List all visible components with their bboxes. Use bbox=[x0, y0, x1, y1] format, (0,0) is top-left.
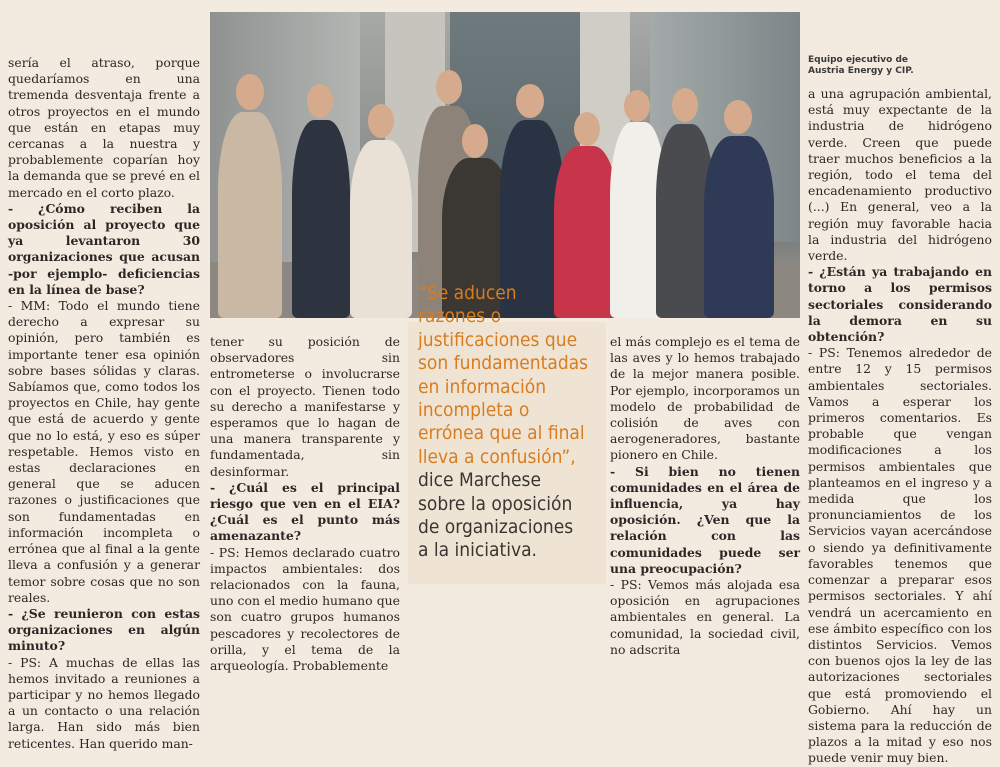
caption-line: Equipo ejecutivo de bbox=[808, 55, 908, 65]
paragraph: - PS: Vemos más alojada esa oposición en agrupaciones ambientales en general. La comunidad, la sociedad civil, no adscrita bbox=[610, 577, 800, 657]
article-column-2 bbox=[210, 334, 400, 674]
pullquote-line: razones o bbox=[418, 305, 502, 328]
pullquote-attribution-line: de organizaciones bbox=[418, 516, 574, 539]
paragraph: el más complejo es el tema de las aves y lo hemos trabajado de la mejor manera posible. Por ejemplo, incorporamos un modelo de probabilidad de colisión de aves con aerogeneradores, bastante pionero en Chile. bbox=[610, 334, 800, 463]
pullquote-line: lleva a confusión”, bbox=[418, 445, 576, 468]
pullquote-attribution-line: dice Marchese bbox=[418, 469, 541, 492]
person-8-head bbox=[624, 90, 650, 122]
paragraph: sería el atraso, porque quedaríamos en una tremenda desventaja frente a otros proyectos en el mundo que están en etapas muy cercanas a la nuestra y probablemente coparían hoy la demanda que se prevé en el mercado en el corto plazo. bbox=[8, 55, 200, 200]
pullquote-line: incompleta o bbox=[418, 399, 530, 422]
article-column-1 bbox=[8, 55, 200, 752]
paragraph: a una agrupación ambiental, está muy expectante de la industria de hidrógeno verde. Creen que puede traer muchos beneficios a la región, todo el tema del encadenamiento productivo (...) En general, veo a la región muy favorable hacia la industria del hidrógeno verde. bbox=[808, 86, 992, 264]
person-10-head bbox=[724, 100, 752, 134]
team-photo bbox=[210, 12, 800, 318]
pullquote-line: errónea que al final bbox=[418, 422, 585, 445]
caption-line: Austria Energy y CIP. bbox=[808, 66, 914, 76]
paragraph: - MM: Todo el mundo tiene derecho a expresar su opinión, pero también es importante tener esa opinión sobre bases sólidas y claras. Sabíamos que, como todos los proyectos en Chile, hay gente que está de acuerdo y gente que no lo está, y eso es súper respetable. Hemos visto en estas declaraciones en general que se aducen razones o justificaciones que son fundamentadas en información incompleta o errónea que al final a la gente lleva a confusión y a generar temor sobre cosas que no son reales. bbox=[8, 298, 200, 605]
paragraph: - PS: Hemos declarado cuatro impactos ambientales: dos relacionados con la fauna, uno con el medio humano que son cuatro grupos humanos pescadores y recolectores de orilla, y el tema de la arqueología. Probablemente bbox=[210, 544, 400, 674]
person-4-head bbox=[436, 70, 462, 104]
pullquote-line: justificaciones que bbox=[418, 328, 578, 351]
person-1-head bbox=[236, 74, 264, 110]
article-column-4 bbox=[808, 86, 992, 767]
interview-question: - ¿Están ya trabajando en torno a los permisos sectoriales considerando la demora en su obtención? bbox=[808, 264, 992, 345]
pullquote-line: en información bbox=[418, 375, 547, 398]
interview-question: - ¿Se reunieron con estas organizaciones en algún minuto? bbox=[8, 605, 200, 654]
person-2 bbox=[292, 120, 350, 318]
person-3 bbox=[350, 140, 412, 318]
paragraph: - PS: Tenemos alrededor de entre 12 y 15 permisos ambientales sectoriales. Vamos a esperar los primeros comentarios. Es probable que vengan modificaciones a los permisos ambientales que planteamos en el ingreso y a medida que los pronunciamientos de los Servicios vayan acercándose o siendo ya definitivamente favorables tenemos que comenzar a preparar esos permisos sectoriales. Y ahí vendrá un acercamiento en ese ámbito específico con los distintos Servicios. Vemos con buenos ojos la ley de las autorizaciones sectoriales que está promoviendo el Gobierno. Ahí hay un sistema para la reducción de plazos a la mitad y eso nos puede venir muy bien. bbox=[808, 345, 992, 766]
person-3-head bbox=[368, 104, 394, 138]
person-10 bbox=[704, 136, 774, 318]
article-column-3 bbox=[610, 334, 800, 658]
pullquote bbox=[418, 282, 600, 563]
person-5-head bbox=[462, 124, 488, 158]
pullquote-line: “Se aducen bbox=[418, 282, 517, 304]
photo-caption bbox=[808, 55, 992, 77]
paragraph: - PS: A muchas de ellas las hemos invitado a reuniones a participar y no hemos llegado a un contacto o una relación larga. Han sido más bien reticentes. Han querido man- bbox=[8, 654, 200, 751]
person-7-head bbox=[574, 112, 600, 146]
paragraph: tener su posición de observadores sin entrometerse o involucrarse con el proyecto. Tienen todo su derecho a manifestarse y esperamos que lo hagan de una manera transparente y fundamentada, sin desinformar. bbox=[210, 334, 400, 479]
pullquote-line: son fundamentadas bbox=[418, 352, 589, 375]
person-2-head bbox=[307, 84, 333, 118]
pullquote-attribution-line: a la iniciativa. bbox=[418, 539, 537, 562]
interview-question: - ¿Cómo reciben la oposición al proyecto que ya levantaron 30 organizaciones que acusan -por ejemplo- deficiencias en la línea de base? bbox=[8, 200, 200, 297]
person-6-head bbox=[516, 84, 544, 118]
interview-question: - Si bien no tienen comunidades en el área de influencia, ya hay oposición. ¿Ven que la relación con las comunidades puede ser una preocupación? bbox=[610, 463, 800, 576]
person-9-head bbox=[672, 88, 698, 122]
person-1 bbox=[218, 112, 282, 318]
pullquote-attribution-line: sobre la oposición bbox=[418, 492, 573, 515]
interview-question: - ¿Cuál es el principal riesgo que ven en el EIA? ¿Cuál es el punto más amenazante? bbox=[210, 479, 400, 544]
